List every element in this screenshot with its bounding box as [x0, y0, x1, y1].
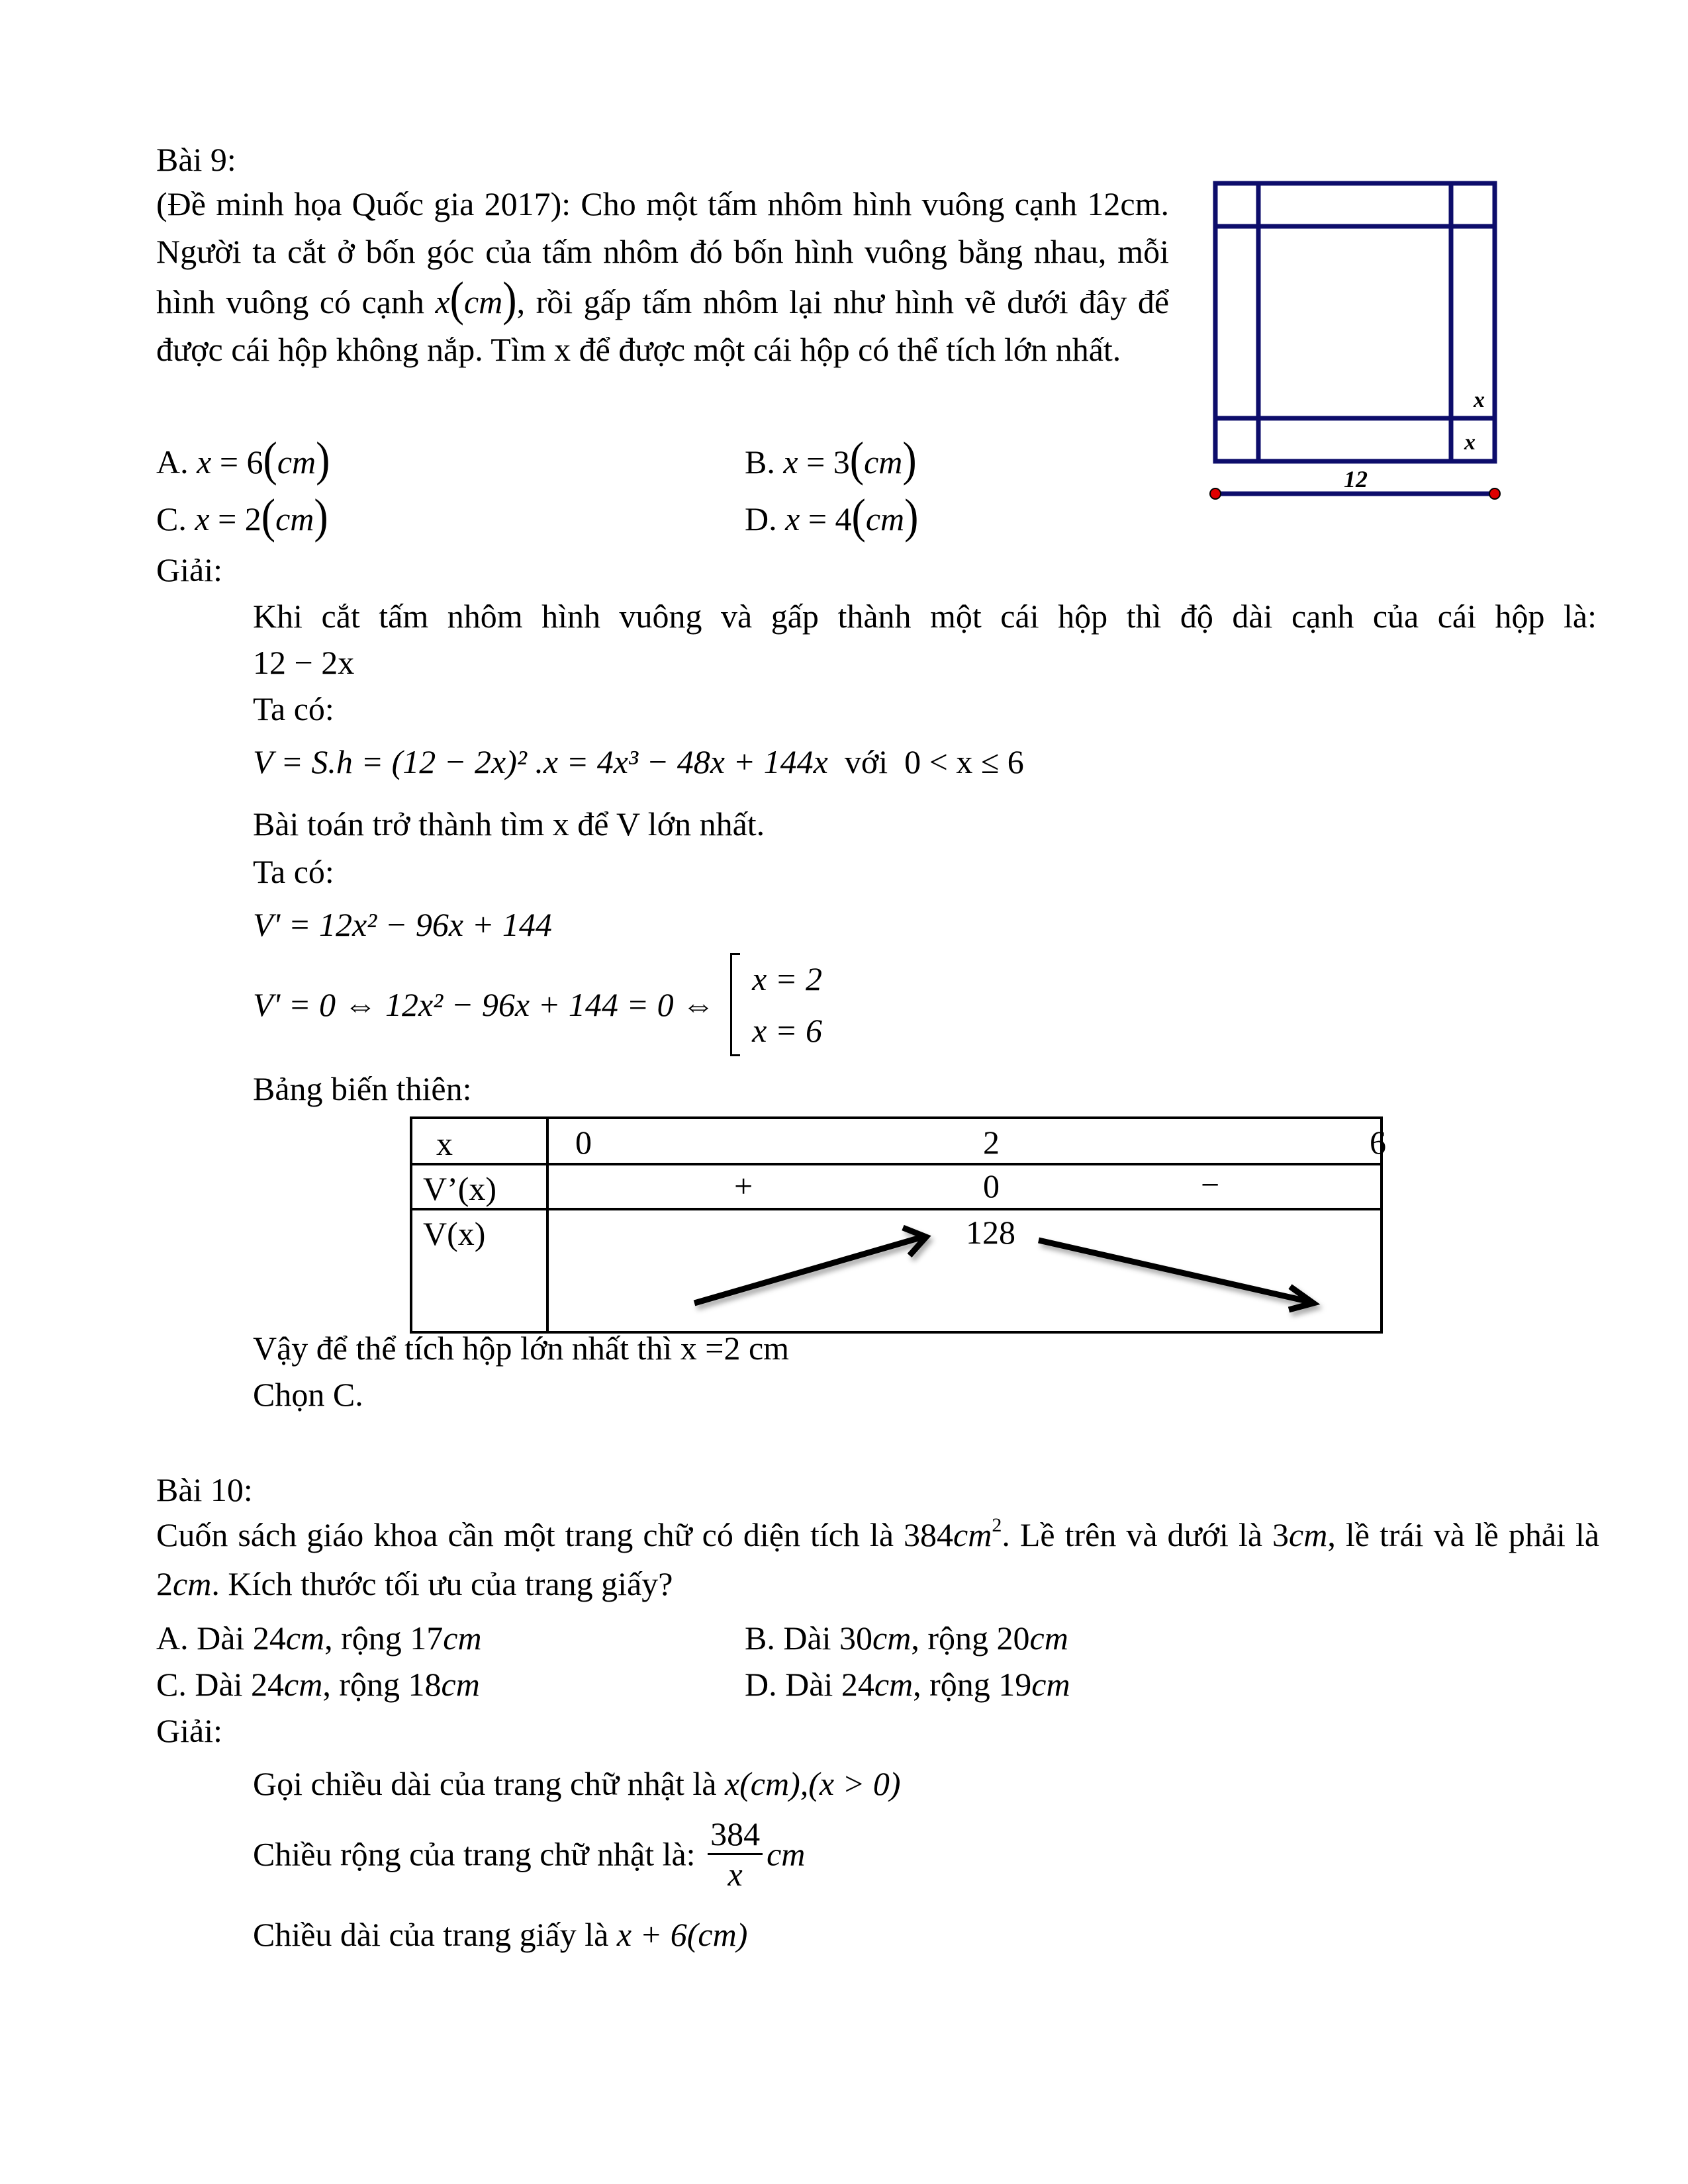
option-label: A. Dài — [156, 1619, 245, 1657]
sign-plus: + — [734, 1167, 753, 1205]
table-row-derivative — [411, 1164, 1382, 1209]
corner-label-bottom: x — [1464, 430, 1476, 455]
option-width: 17 — [410, 1619, 444, 1657]
row-values — [547, 1209, 1382, 1332]
unit-cm: cm — [767, 1835, 806, 1873]
unit-cm: cm — [463, 283, 503, 320]
side-length-label: 12 — [1344, 466, 1368, 492]
option-var: x — [785, 500, 800, 537]
solution-10-title: Giải: — [156, 1712, 222, 1749]
option-label: A. — [156, 443, 189, 480]
statement-part-a: Cuốn sách giáo khoa cần một trang chữ có diện tích là — [156, 1516, 894, 1553]
option-value: 2 — [244, 500, 261, 537]
unit-cm: cm — [1031, 1666, 1070, 1703]
statement-part-d: . Kích thước tối ưu của trang giấy? — [211, 1565, 673, 1602]
volume-formula: V = S.h = (12 − 2x)² .x = 4x³ − 48x + 144x — [253, 743, 828, 780]
option-width: 19 — [998, 1666, 1032, 1703]
statement-text: (Đề minh họa Quốc gia 2017): Cho một tấm nhôm hình vuông cạnh 12cm. Người ta cắt ở bốn góc của tấm nhôm đó bốn hình vuông bằng nhau, mỗi hình vuông có cạnh — [156, 185, 1169, 320]
solution-9-title: Giải: — [156, 551, 222, 588]
option-label: B. — [745, 443, 775, 480]
option-var: x — [783, 443, 798, 480]
option-b[interactable]: B. x = 3(cm) — [745, 432, 917, 486]
condition-word: với — [844, 743, 888, 780]
max-value: 128 — [966, 1214, 1015, 1251]
solution-9-ta-co-1: Ta có: — [253, 690, 334, 727]
option-mid: , rộng — [324, 1619, 402, 1657]
line-text: Chiều dài của trang giấy là — [253, 1916, 609, 1953]
line-math: x(cm),(x > 0) — [724, 1765, 901, 1802]
unit-cm: cm — [284, 1666, 323, 1703]
aluminum-sheet-figure — [1198, 172, 1542, 543]
unit-cm: cm — [874, 1666, 914, 1703]
unit-cm: cm — [443, 1619, 482, 1657]
table-row-function — [411, 1209, 1382, 1332]
derivative-zero: 0 — [983, 1167, 1000, 1205]
option-width: 18 — [408, 1666, 442, 1703]
solution-9-conclusion: Vậy để thể tích hộp lớn nhất thì x =2 cm — [253, 1330, 790, 1367]
decreasing-arrow — [1039, 1240, 1310, 1302]
option-value: 4 — [835, 500, 852, 537]
unit-cm: cm — [1029, 1619, 1068, 1657]
problem-9-title: Bài 9: — [156, 141, 236, 178]
option-unit: cm — [275, 500, 314, 537]
numerator: 384 — [708, 1817, 763, 1855]
option-label: C. Dài — [156, 1666, 243, 1703]
x-value-6: 6 — [1370, 1124, 1386, 1161]
volume-condition: 0 < x ≤ 6 — [904, 743, 1024, 780]
option-mid: , rộng — [322, 1666, 400, 1703]
denominator: x — [727, 1856, 743, 1893]
option-b[interactable] — [745, 1621, 1068, 1655]
option-length: 24 — [841, 1666, 874, 1703]
row-label: V(x) — [411, 1209, 547, 1332]
option-d[interactable]: D. x = 4(cm) — [745, 488, 919, 543]
derivative: V' = 12x² − 96x + 144 — [253, 906, 552, 943]
line-math: x + 6(cm) — [616, 1916, 748, 1953]
solution-9-answer: Chọn C. — [253, 1376, 363, 1413]
derivative-equation-row — [253, 953, 822, 1056]
unit-cm: cm — [872, 1619, 912, 1657]
sign-minus: − — [1201, 1166, 1220, 1203]
unit-cm: cm — [285, 1619, 325, 1657]
variation-arrows — [549, 1210, 1407, 1334]
variation-table-title: Bảng biến thiên: — [253, 1070, 472, 1107]
option-length: 30 — [839, 1619, 873, 1657]
option-width: 20 — [996, 1619, 1030, 1657]
row-values — [547, 1164, 1382, 1209]
unit-cm: cm — [173, 1565, 212, 1602]
option-c[interactable]: C. x = 2(cm) — [156, 488, 328, 543]
option-mid: , rộng — [913, 1666, 990, 1703]
solution-10-line1 — [253, 1767, 900, 1800]
option-value: 3 — [833, 443, 850, 480]
solution-10-line3 — [253, 1918, 747, 1951]
derivative-equation: V' = 0 ⇔ 12x² − 96x + 144 = 0 ⇔ — [253, 986, 716, 1023]
row-label: x — [411, 1118, 547, 1164]
dimension-endpoint-left — [1210, 488, 1221, 499]
x-value-2: 2 — [983, 1124, 1000, 1161]
solution-9-line1: Khi cắt tấm nhôm hình vuông và gấp thành một cái hộp thì độ dài cạnh của cái hộp là: — [253, 598, 1597, 635]
option-label: B. Dài — [745, 1619, 831, 1657]
area-unit: cm — [953, 1516, 992, 1553]
volume-formula-row — [253, 745, 1024, 778]
solution-9-line2: 12 − 2x — [253, 644, 355, 681]
x-value-0: 0 — [575, 1124, 592, 1161]
row-values — [547, 1118, 1386, 1164]
option-a[interactable] — [156, 1621, 482, 1655]
var-x: x — [435, 283, 450, 320]
problem-9-statement — [156, 180, 1169, 373]
option-var: x — [195, 500, 210, 537]
variation-table — [410, 1116, 1386, 1334]
increasing-arrow — [694, 1237, 923, 1303]
option-unit: cm — [864, 443, 903, 480]
line-text: Gọi chiều dài của trang chữ nhật là — [253, 1765, 717, 1802]
option-label: C. — [156, 500, 187, 537]
corner-label-top: x — [1474, 388, 1485, 412]
option-var: x — [197, 443, 212, 480]
option-unit: cm — [277, 443, 316, 480]
solution-9-restate: Bài toán trở thành tìm x để V lớn nhất. — [253, 805, 765, 842]
roots — [752, 953, 822, 1056]
problem-10-statement: Cuốn sách giáo khoa cần một trang chữ có diện tích là $384cm^2$. Lề trên và dưới là 3cm, lề trái và lề phải là 2cm. Kích thước tối ưu của trang giấy? — [156, 1514, 1600, 1602]
option-length: 24 — [251, 1666, 285, 1703]
unit-cm: cm — [1289, 1516, 1328, 1553]
solution-10-line2 — [253, 1817, 805, 1891]
statement-part-c: , lề trái và lề phải là — [1327, 1516, 1600, 1553]
option-d[interactable] — [745, 1668, 1070, 1701]
option-value: 6 — [246, 443, 263, 480]
option-mid: , rộng — [911, 1619, 989, 1657]
problem-10-title: Bài 10: — [156, 1471, 253, 1508]
statement-rest: , rồi gấp tấm nhôm lại như hình vẽ dưới đây để được cái hộp không nắp. Tìm x để được một cái hộp có thể tích lớn nhất. — [156, 283, 1170, 368]
margin-top-bottom: 3 — [1272, 1516, 1289, 1553]
option-label: D. — [745, 500, 777, 537]
option-c[interactable] — [156, 1668, 480, 1701]
fraction — [708, 1817, 763, 1891]
area-value: 384 — [904, 1516, 954, 1553]
cases-bracket — [730, 953, 740, 1056]
option-a[interactable]: A. x = 6(cm) — [156, 432, 330, 486]
paren-open: ( — [449, 271, 464, 326]
table-row-x — [411, 1118, 1382, 1164]
root-1: x = 2 — [752, 960, 823, 997]
line-text: Chiều rộng của trang chữ nhật là: — [253, 1835, 696, 1873]
option-length: 24 — [252, 1619, 286, 1657]
option-unit: cm — [865, 500, 905, 537]
row-label: V’(x) — [411, 1164, 547, 1209]
root-2: x = 6 — [752, 1012, 823, 1049]
statement-part-b: . Lề trên và dưới là — [1002, 1516, 1263, 1553]
unit-cm: cm — [441, 1666, 480, 1703]
dimension-endpoint-right — [1489, 488, 1500, 499]
solution-9-ta-co-2: Ta có: — [253, 853, 334, 890]
option-label: D. Dài — [745, 1666, 833, 1703]
paren-close: ) — [502, 271, 517, 326]
margin-left-right: 2 — [156, 1565, 173, 1602]
